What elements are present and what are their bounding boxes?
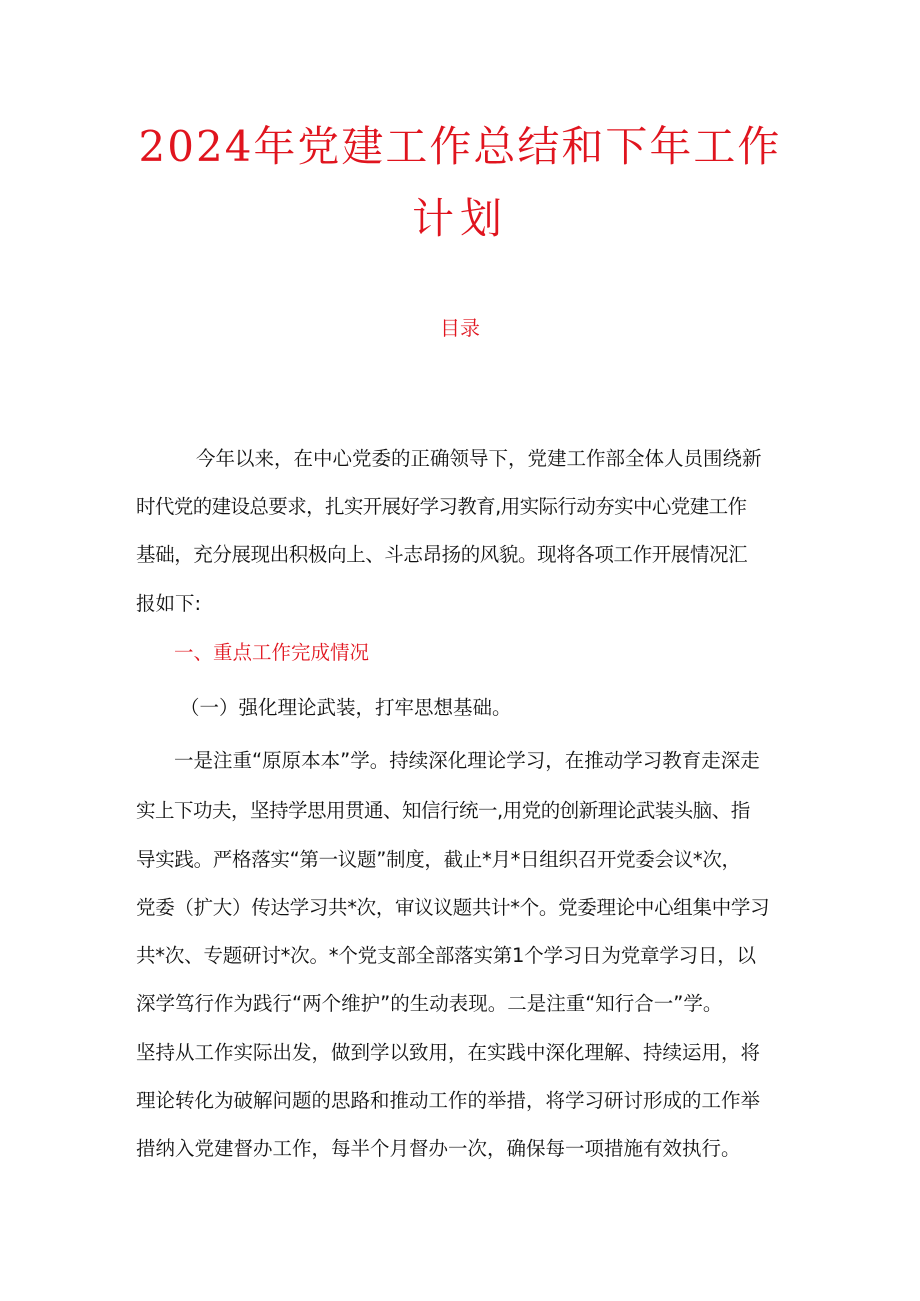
intro-line: 报如下: [136,592,202,615]
section-heading: 一、重点工作完成情况 [174,641,370,664]
intro-line: 今年以来，在中心党委的正确领导下，党建工作部全体人员围绕新 [196,447,762,470]
intro-line: 基础，充分展现出积极向上、斗志昂扬的风貌。现将各项工作开展情况汇 [136,543,748,566]
body-line: 理论转化为破解问题的思路和推动工作的举措，将学习研讨形成的工作举 [136,1089,761,1112]
body-line: 措纳入党建督办工作，每半个月督办一次，确保每一项措施有效执行。 [136,1137,741,1160]
table-of-contents-heading: 目录 [440,316,480,340]
body-line: 坚持从工作实际出发，做到学以致用，在实践中深化理解、持续运用，将 [136,1041,761,1064]
body-line: 共*次、专题研讨*次。*个党支部全部落实第1个学习日为党章学习日，以 [136,944,756,967]
intro-line: 时代党的建设总要求，扎实开展好学习教育,用实际行动夯实中心党建工作 [136,495,747,518]
document-title-line-1: 2024年党建工作总结和下年工作 [138,122,782,171]
body-line: 一是注重“原原本本”学。持续深化理论学习，在推动学习教育走深走 [174,749,760,772]
document-title-line-2: 计划 [411,194,508,243]
body-line: 实上下功夫，坚持学思用贯通、知信行统一,用党的创新理论武装头脑、指 [136,799,750,822]
body-line: 导实践。严格落实“第一议题”制度，截止*月*日组织召开党委会议*次， [136,848,741,871]
subsection-heading: （一）强化理论武装，打牢思想基础。 [180,696,512,719]
body-line: 党委（扩大）传达学习共*次，审议议题共计*个。党委理论中心组集中学习 [136,896,770,919]
body-line: 深学笃行作为践行“两个维护”的生动表现。二是注重“知行合一”学。 [136,992,723,1015]
